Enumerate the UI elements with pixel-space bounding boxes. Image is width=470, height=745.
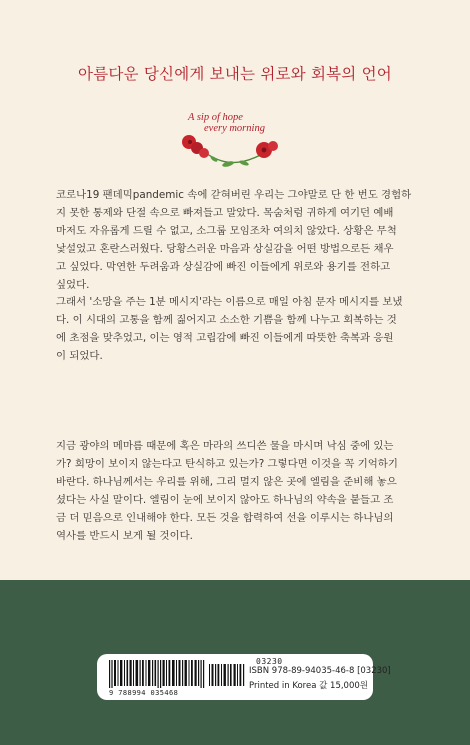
text-line: 낯설었고 혼란스러웠다. 당황스러운 마음과 상실감을 어떤 방법으로든 채우 [56, 242, 394, 255]
body-paragraph-1 [56, 187, 426, 366]
headline: 아름다운 당신에게 보내는 위로와 회복의 언어 [78, 65, 392, 83]
text-line: 다. 이 시대의 고통을 함께 짊어지고 소소한 기쁨을 함께 나누고 회복하는 것 [56, 314, 397, 327]
barcode-label [97, 654, 391, 700]
isbn-text: ISBN 978-89-94035-46-8 [03230] [249, 666, 391, 676]
text-line: 코로나19 팬데믹pandemic 속에 갇혀버린 우리는 그야말로 단 한 번도 경험하 [56, 189, 412, 201]
barcode-icon [109, 660, 245, 688]
text-line: 역사를 반드시 보게 될 것이다. [56, 529, 193, 542]
text-line: 가? 희망이 보이지 않는다고 탄식하고 있는가? 그렇다면 이것을 꼭 기억하기 [56, 457, 398, 470]
text-line: 바란다. 하나님께서는 우리를 위해, 그리 멀지 않은 곳에 엘림을 준비해 놓으 [56, 475, 397, 488]
text-line: 싶었다. [56, 278, 90, 291]
red-flower-left [182, 135, 209, 158]
stem [200, 149, 264, 168]
barcode-number: 9 788994 035468 [109, 689, 179, 697]
flower-illustration [178, 133, 288, 175]
tagline-line-1: A sip of hope [188, 112, 243, 123]
text-line: 마저도 자유롭게 드릴 수 없고, 소그룹 모임조차 여의치 않았다. 상황은 무척 [56, 224, 397, 237]
printed-price-text: Printed in Korea 값 15,000원 [249, 681, 368, 691]
text-line: 금 더 믿음으로 인내해야 한다. 모든 것을 합력하여 선을 이루시는 하나님의 [56, 511, 394, 524]
text-line: 고 싶었다. 막연한 두려움과 상실감에 빠진 이들에게 위로와 용기를 전하고 [56, 260, 391, 273]
text-line: 지 못한 통제와 단절 속으로 빠져들고 말았다. 목숨처럼 귀하게 여기던 예배 [56, 206, 394, 219]
text-line: 셨다는 사실 말이다. 엘림이 눈에 보이지 않아도 하나님의 약속을 붙들고 조 [56, 493, 394, 506]
barcode-addon-number: 03230 [256, 657, 283, 666]
text-line: 이 되었다. [56, 350, 103, 363]
text-line: 그래서 '소망을 주는 1분 메시지'라는 이름으로 매일 아침 문자 메시지를 보냈 [56, 296, 403, 309]
body-paragraph-2 [56, 438, 426, 545]
text-line: 지금 광야의 메마름 때문에 혹은 마라의 쓰디쓴 물을 마시며 낙심 중에 있는 [56, 440, 394, 452]
tagline-line-2: every morning [204, 123, 265, 134]
text-line: 에 초점을 맞추었고, 이는 영적 고립감에 빠진 이들에게 따뜻한 축복과 응원 [56, 332, 394, 345]
red-flower-right [256, 141, 278, 158]
